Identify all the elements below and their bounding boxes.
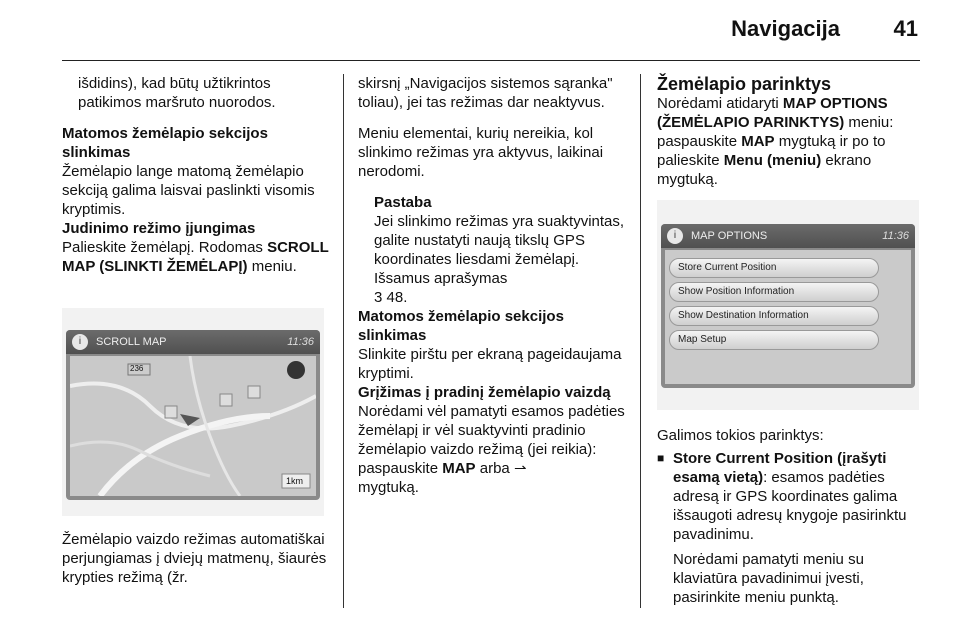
caption-text: Žemėlapio vaizdo režimas automatiškai perjungiamas į dviejų matmenų, šiaurės krypties režimą (žr. [62, 531, 327, 586]
options-list [657, 426, 927, 619]
list-item [657, 449, 927, 619]
column-divider [343, 74, 344, 608]
screen-title-bar [661, 224, 915, 248]
menu-name: SCROLL MAP (SLINKTI ŽEMĖLAPĮ) [62, 239, 329, 275]
section-body: Žemėlapio lange matomą žemėlapio sekciją galima laisvai paslinkti visomis kryptimis. [62, 163, 315, 218]
show-destination-information-button[interactable]: Show Destination Information [669, 306, 879, 326]
clock: 11:36 [882, 230, 909, 242]
column-2 [358, 74, 628, 497]
screen-title-bar [66, 330, 320, 354]
paragraph: meniu: paspauskite [657, 114, 894, 150]
section-body: Norėdami vėl pamatyti esamos padėties žemėlapį ir vėl suaktyvinti pradinio žemėlapio vaizdo režimą (jei reikia): paspauskite [358, 403, 625, 477]
menu-button-name: Menu (meniu) [723, 152, 822, 169]
section-body: arba [475, 460, 514, 477]
map-options-screen [661, 224, 915, 388]
map-setup-button[interactable]: Map Setup [669, 330, 879, 350]
section-body: meniu. [247, 258, 297, 275]
continued-text: skirsnį „Navigacijos sistemos sąranka" toliau), jei tas režimas dar neaktyvus. [358, 75, 613, 111]
column-1 [62, 74, 330, 276]
show-position-information-button[interactable]: Show Position Information [669, 282, 879, 302]
scroll-map-screen [66, 330, 320, 500]
paragraph: ekrano mygtuką. [657, 152, 872, 188]
back-arrow-icon: ⇀ [513, 460, 527, 477]
note-heading: Pastaba [374, 194, 432, 211]
section-body: mygtuką. [358, 479, 419, 496]
map-key: MAP [741, 133, 775, 150]
screen-title: MAP OPTIONS [691, 230, 768, 242]
section-heading: Judinimo režimo įjungimas [62, 220, 256, 237]
page-number: 41 [893, 16, 918, 41]
map-key: MAP [442, 460, 476, 477]
clock: 11:36 [287, 336, 314, 348]
info-icon: i [667, 228, 683, 244]
continued-text: išdidins), kad būtų užtikrintos patikimos maršruto nuorodos. [78, 75, 276, 111]
screen-title: SCROLL MAP [96, 336, 167, 348]
note [358, 193, 628, 307]
list-intro: Galimos tokios parinktys: [657, 427, 824, 444]
section-body: Slinkite pirštu per ekraną pageidaujama kryptimi. [358, 346, 622, 382]
option-note: Norėdami pamatyti meniu su klaviatūra pavadinimui įvesti, pasirinkite meniu punktą. [673, 551, 864, 606]
section-heading: Matomos žemėlapio sekcijos slinkimas [62, 125, 268, 161]
chapter-title: Navigacija [731, 16, 840, 41]
section-heading: Matomos žemėlapio sekcijos slinkimas [358, 308, 564, 344]
note-body: Jei slinkimo režimas yra suaktyvintas, galite nustatyti naują tikslų GPS koordinates liesdami žemėlapį. Išsamus aprašymas [374, 213, 625, 287]
options-menu [665, 250, 911, 384]
info-icon: i [72, 334, 88, 350]
paragraph: Norėdami atidaryti [657, 95, 783, 112]
scroll-map-figure [62, 308, 324, 516]
map-graphic [70, 356, 316, 496]
section-body: Palieskite žemėlapį. Rodomas [62, 239, 268, 256]
section-title: Žemėlapio parinktys [657, 74, 832, 94]
note-reference: 3 48. [374, 289, 408, 306]
bullet-icon: ■ [657, 451, 665, 465]
column-3 [657, 74, 927, 189]
store-current-position-button[interactable]: Store Current Position [669, 258, 879, 278]
road-label: 236 [130, 364, 144, 373]
section-heading: Grįžimas į pradinį žemėlapio vaizdą [358, 384, 611, 401]
option-description: : esamos padėties adresą ir GPS koordinates galima išsaugoti adresų knygoje pasirinktu pavadinimu. [673, 469, 907, 543]
scale-label: 1km [286, 476, 304, 486]
page-header [0, 0, 960, 62]
map-options-figure [657, 200, 919, 410]
option-name: Store Current Position (įrašyti esamą vietą) [673, 450, 887, 486]
menu-name: MAP OPTIONS (ŽEMĖLAPIO PARINKTYS) [657, 95, 888, 131]
map-view[interactable] [70, 356, 316, 496]
caption [62, 530, 330, 587]
paragraph: Meniu elementai, kurių nereikia, kol slinkimo režimas yra aktyvus, laikinai nerodomi. [358, 125, 604, 180]
paragraph: mygtuką ir po to palieskite [657, 133, 886, 169]
column-divider [640, 74, 641, 608]
header-rule [62, 60, 920, 61]
